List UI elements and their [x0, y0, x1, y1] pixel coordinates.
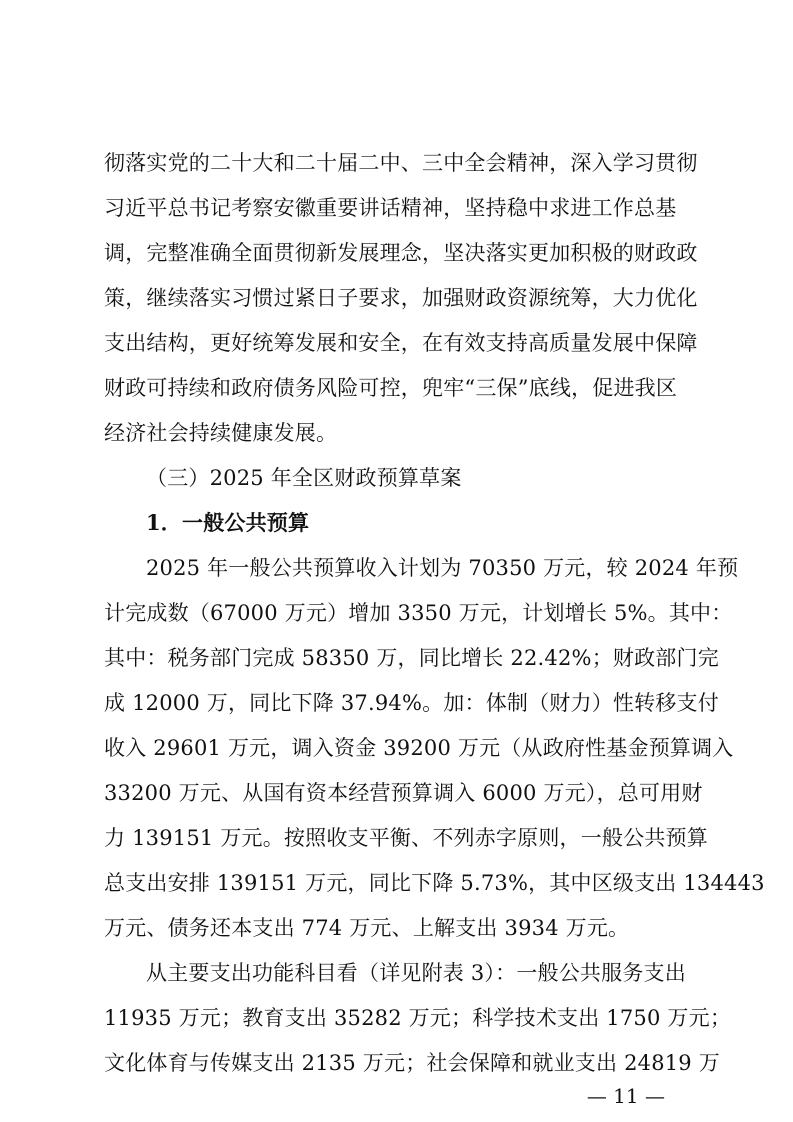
paragraph-line: 彻落实党的二十大和二十届二中、三中全会精神，深入学习贯彻: [104, 151, 698, 175]
paragraph-line: 计完成数（67000 万元）增加 3350 万元，计划增长 5%。其中：: [104, 601, 733, 625]
paragraph-line: 33200 万元、从国有资本经营预算调入 6000 万元），总可用财: [104, 781, 703, 805]
page-number: — 11 —: [586, 1084, 665, 1108]
paragraph-line: 成 12000 万，同比下降 37.94%。加：体制（财力）性转移支付: [104, 691, 719, 715]
paragraph-line: 经济社会持续健康发展。: [104, 421, 338, 445]
paragraph-line: 2025 年一般公共预算收入计划为 70350 万元，较 2024 年预: [146, 556, 739, 580]
paragraph-line: 收入 29601 万元，调入资金 39200 万元（从政府性基金预算调入: [104, 736, 734, 760]
paragraph-line: 调，完整准确全面贯彻新发展理念，坚决落实更加积极的财政政: [104, 241, 698, 265]
paragraph-line: 万元、债务还本支出 774 万元、上解支出 3934 万元。: [104, 916, 630, 940]
section-heading: （三）2025 年全区财政预算草案: [146, 466, 462, 490]
paragraph-line: 财政可持续和政府债务风险可控，兜牢“三保”底线，促进我区: [104, 376, 678, 400]
paragraph-line: 11935 万元；教育支出 35282 万元；科学技术支出 1750 万元；: [104, 1006, 732, 1030]
paragraph-line: 文化体育与传媒支出 2135 万元；社会保障和就业支出 24819 万: [104, 1051, 720, 1075]
paragraph-line: 总支出安排 139151 万元，同比下降 5.73%，其中区级支出 134443: [104, 871, 765, 895]
paragraph-line: 力 139151 万元。按照收支平衡、不列赤字原则，一般公共预算: [104, 826, 708, 850]
paragraph-line: 其中：税务部门完成 58350 万，同比增长 22.42%；财政部门完: [104, 646, 719, 670]
paragraph-line: 习近平总书记考察安徽重要讲话精神，坚持稳中求进工作总基: [104, 196, 677, 220]
paragraph-line: 支出结构，更好统筹发展和安全，在有效支持高质量发展中保障: [104, 331, 698, 355]
paragraph-line: 从主要支出功能科目看（详见附表 3）：一般公共服务支出: [146, 961, 686, 985]
paragraph-line: 策，继续落实习惯过紧日子要求，加强财政资源统筹，大力优化: [104, 286, 698, 310]
subsection-heading: 1．一般公共预算: [146, 510, 310, 535]
